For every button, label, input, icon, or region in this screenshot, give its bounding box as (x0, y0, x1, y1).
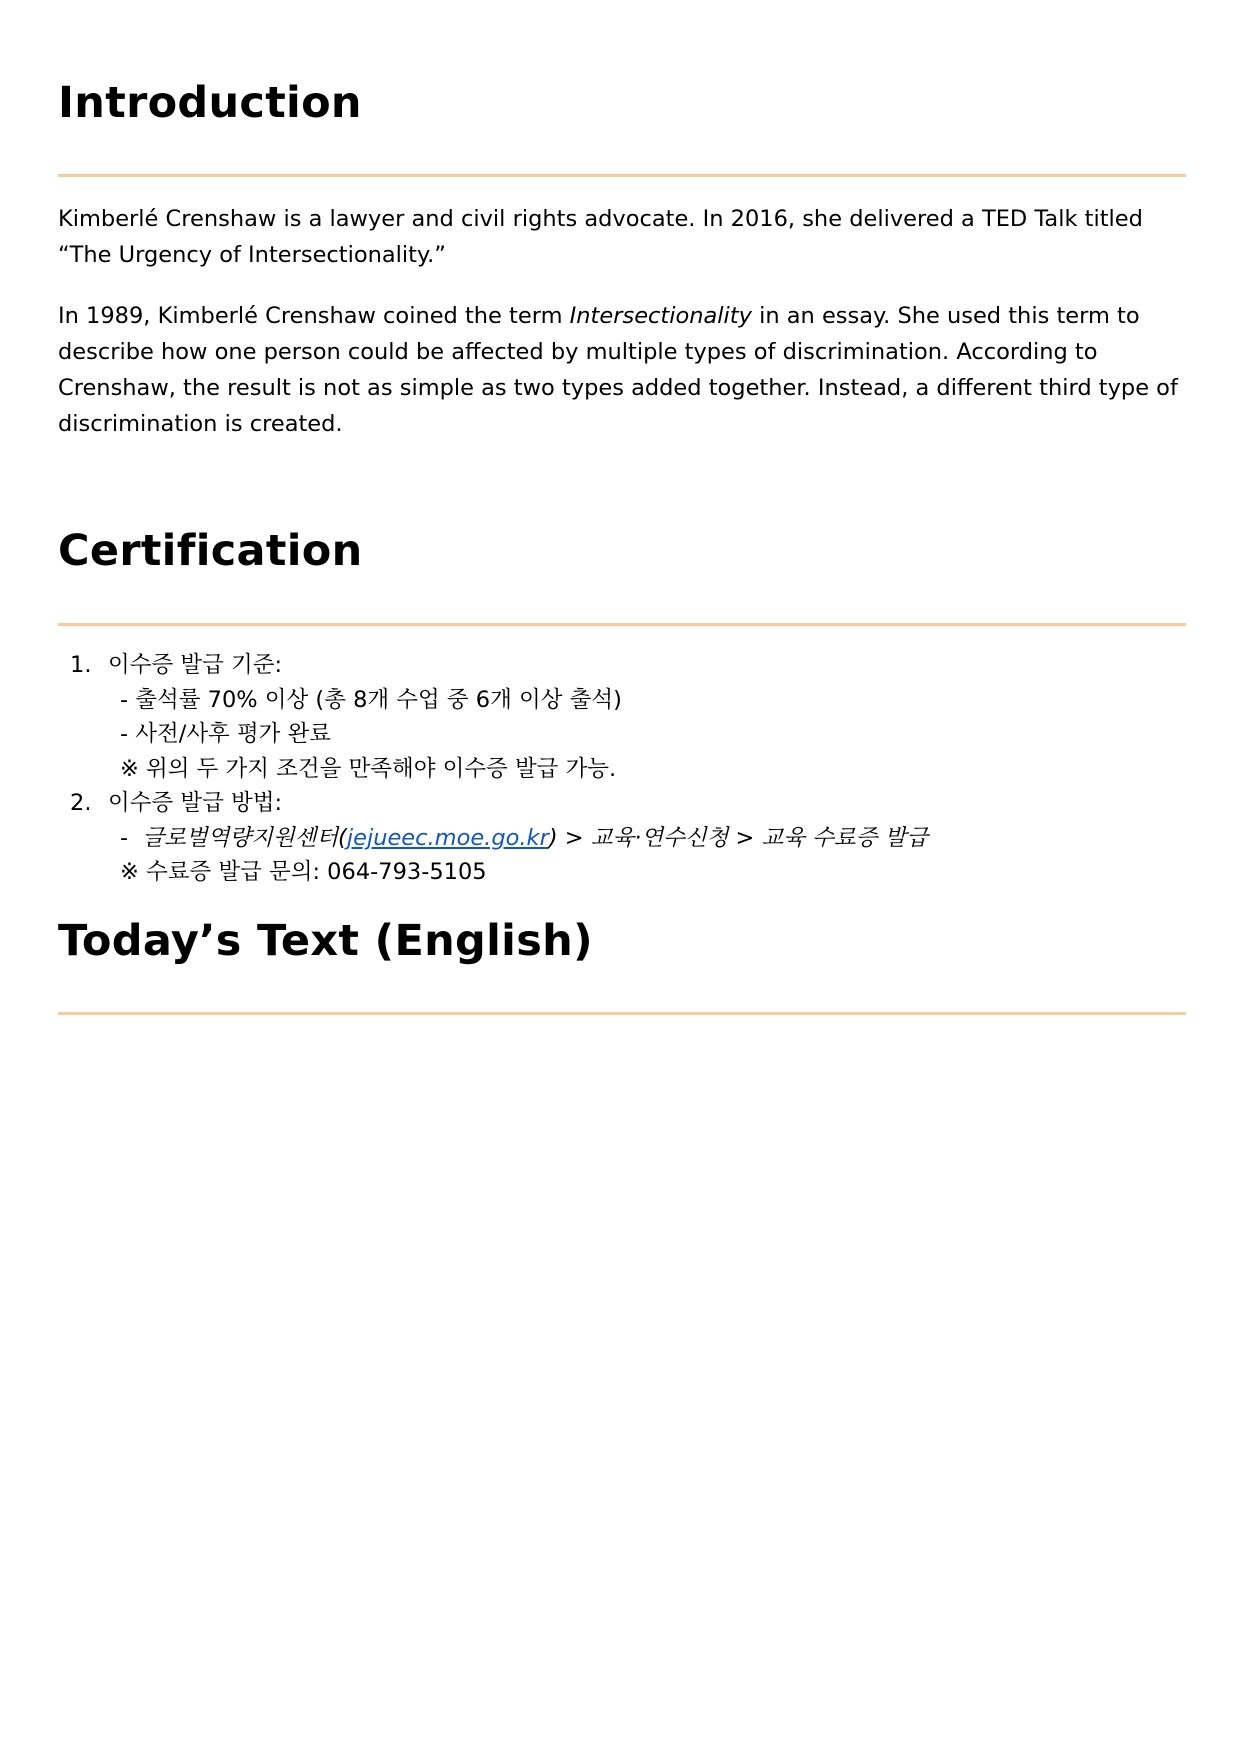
criteria-evaluation: - 사전/사후 평가 완료 (120, 721, 332, 747)
method-path-dash: - (120, 824, 143, 851)
criteria-label: 이수증 발급 기준: (108, 652, 283, 678)
list-item-method (58, 786, 928, 821)
jejueec-link[interactable]: jejueec.moe.go.kr (346, 824, 549, 851)
todays-text-divider (58, 1012, 1186, 1015)
introduction-paragraph-2 (58, 298, 1193, 442)
certification-divider (58, 623, 1186, 626)
method-path (58, 821, 928, 856)
introduction-paragraph-1: Kimberlé Crenshaw is a lawyer and civil rights advocate. In 2016, she delivered a TED Talk titled “The Urgency of Intersectionality.” (58, 206, 1143, 268)
method-path-site: 글로벌역량지원센터( (142, 824, 347, 851)
criteria-note: ※ 위의 두 가지 조건을 만족해야 이수증 발급 가능. (120, 755, 617, 782)
list-item-criteria (58, 648, 928, 683)
introduction-divider (58, 174, 1186, 177)
method-label: 이수증 발급 방법: (108, 790, 283, 816)
intersectionality-term: Intersectionality (569, 303, 752, 329)
criteria-attendance: - 출석률 70% 이상 (총 8개 수업 중 6개 이상 출석) (120, 686, 622, 713)
list-number: 1. (70, 652, 92, 678)
method-path-rest: ) > 교육·연수신청 > 교육 수료증 발급 (548, 824, 928, 851)
method-contact-note: ※ 수료증 발급 문의: 064-793-5105 (120, 859, 487, 885)
todays-text-heading: Today’s Text (English) (58, 916, 593, 966)
list-number: 2. (70, 790, 92, 816)
certification-heading: Certification (58, 526, 363, 576)
certification-list (58, 648, 928, 890)
introduction-heading: Introduction (58, 78, 362, 128)
paragraph-2-text-start: In 1989, Kimberlé Crenshaw coined the term (58, 303, 570, 329)
paragraph-2-text-end: in an essay. She used this term to describe how one person could be affected by multiple types of discrimination. According to Crenshaw, the result is not as simple as two types added together. Instead, a different third type of discrimination is created. (58, 303, 1178, 437)
